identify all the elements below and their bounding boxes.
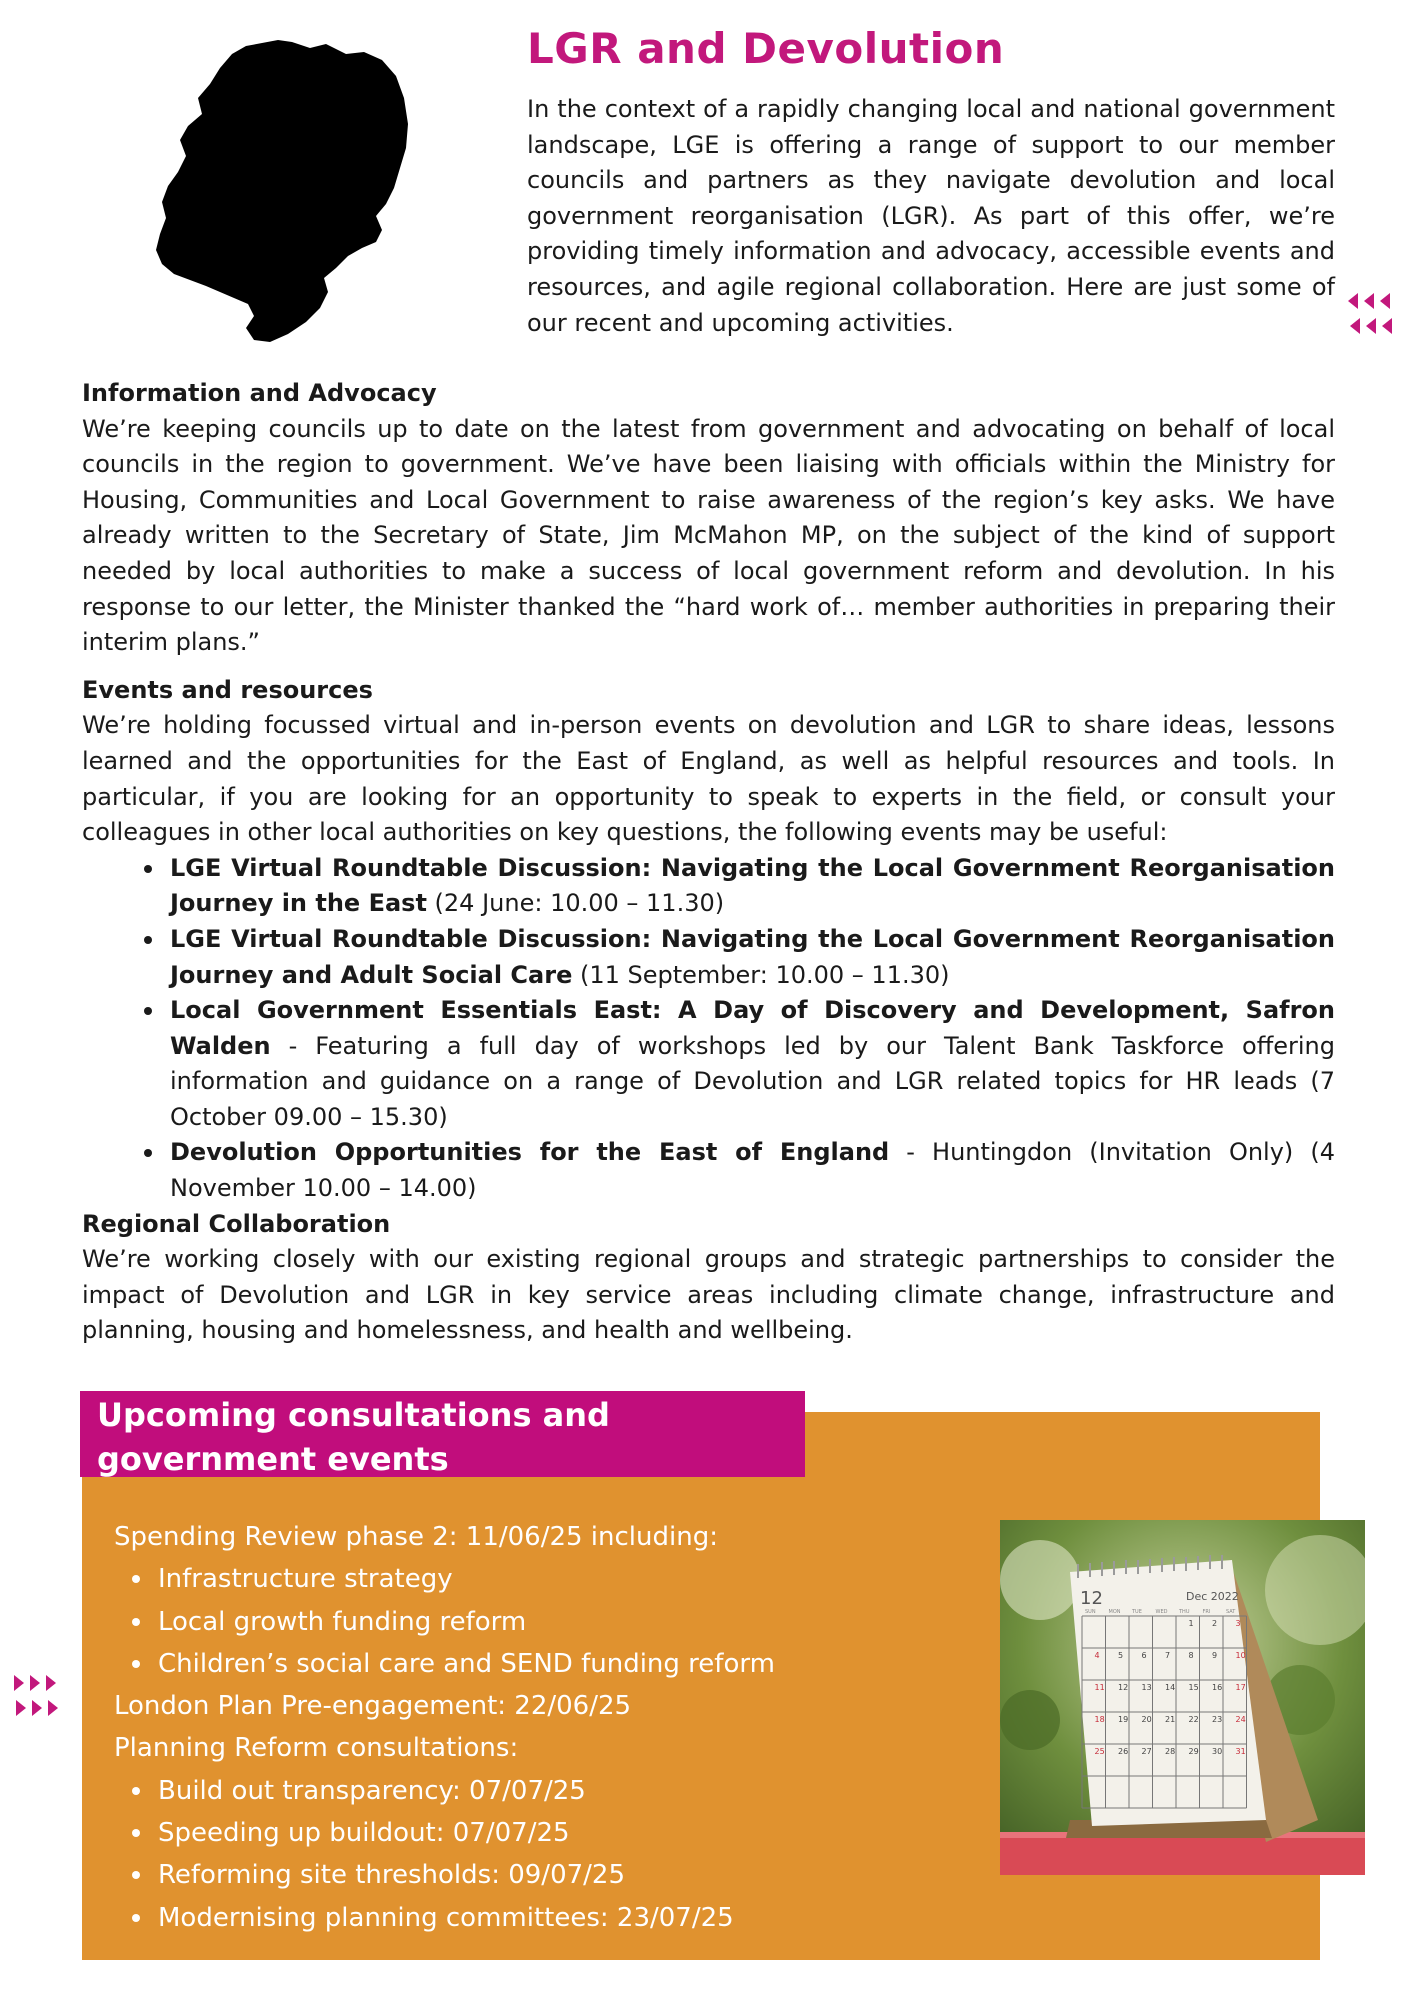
spending-review-items: [114, 1558, 874, 1685]
calendar-day: 28: [1165, 1747, 1176, 1756]
regional-body: We’re working closely with our existing regional groups and strategic partnerships to consider the impact of Devolution and LGR in key service areas including climate change, infrastructure and planning, housing and homelessness, and health and wellbeing.: [82, 1245, 1335, 1345]
london-plan-label: London Plan Pre-engagement: 22/06/25: [114, 1691, 632, 1722]
calendar-day: 4: [1094, 1651, 1100, 1660]
calendar-day: 29: [1188, 1747, 1199, 1756]
event-title: LGE Virtual Roundtable Discussion: Navigating the Local Government Reorganisation Journey in the East: [170, 853, 1335, 918]
calendar-day: 21: [1165, 1715, 1176, 1724]
calendar-day: 25: [1094, 1747, 1105, 1756]
calendar-day: 6: [1141, 1651, 1147, 1660]
list-item: Reforming site thresholds: 09/07/25: [158, 1854, 874, 1896]
calendar-day: 12: [1118, 1683, 1129, 1692]
calendar-weekday: WED: [1155, 1609, 1168, 1615]
calendar-day: 13: [1141, 1683, 1152, 1692]
calendar-day: 10: [1235, 1651, 1246, 1660]
list-item: Infrastructure strategy: [158, 1558, 874, 1600]
calendar-day: 2: [1212, 1619, 1218, 1628]
calendar-day: 22: [1188, 1715, 1199, 1724]
intro-paragraph: In the context of a rapidly changing local and national government landscape, LGE is offering a range of support to our member councils and partners as they navigate devolution and local government reorganisation (LGR). As part of this offer, we’re providing timely information and advocacy, accessible events and resources, and agile regional collaboration. Here are just some of our recent and upcoming activities.: [527, 95, 1335, 337]
calendar-day: 8: [1188, 1651, 1194, 1660]
spending-review-label: Spending Review phase 2: 11/06/25 including:: [114, 1522, 718, 1552]
calendar-day: 16: [1212, 1683, 1223, 1692]
desk-calendar-photo: [1000, 1520, 1365, 1875]
calendar-day: 26: [1118, 1747, 1129, 1756]
calendar-day: 27: [1141, 1747, 1152, 1756]
calendar-weekday: SUN: [1085, 1609, 1096, 1615]
calendar-day: 3: [1235, 1619, 1241, 1628]
list-item: Local growth funding reform: [158, 1601, 874, 1643]
calendar-day: 17: [1235, 1683, 1246, 1692]
calendar-day: 15: [1188, 1683, 1199, 1692]
event-title: Local Government Essentials East: A Day of Discovery and Development, Safron Walden: [170, 996, 1335, 1060]
triple-chevron-right-icon: [10, 1672, 66, 1722]
page-title: LGR and Devolution: [527, 24, 1005, 73]
calendar-day: 19: [1118, 1715, 1129, 1724]
list-item: Build out transparency: 07/07/25: [158, 1770, 874, 1812]
event-details: - Huntingdon (Invitation Only) (4 November 10.00 – 14.00): [170, 1138, 1335, 1203]
calendar-month-label: Dec 2022: [1186, 1590, 1239, 1603]
events-body: We’re holding focussed virtual and in-person events on devolution and LGR to share ideas, lessons learned and the opportunities for the East of England, as well as helpful resources and tools. In particular, if you are looking for an opportunity to speak to experts in the field, or consult your colleagues in other local authorities on key questions, the following events may be useful:: [82, 711, 1335, 847]
consultations-banner: [80, 1391, 805, 1477]
east-of-england-map-icon: [150, 36, 490, 376]
calendar-day: 7: [1165, 1651, 1171, 1660]
event-title: Devolution Opportunities for the East of England: [170, 1138, 890, 1167]
banner-title-line: Upcoming consultations and: [97, 1396, 610, 1434]
calendar-day: 9: [1212, 1651, 1218, 1660]
event-details: (11 September: 10.00 – 11.30): [572, 960, 950, 989]
planning-reform-items: [114, 1770, 874, 1939]
info-advocacy-body: We’re keeping councils up to date on the latest from government and advocating on behalf of local councils in the region to government. We’ve have been liaising with officials within the Ministry for Housing, Communities and Local Government to raise awareness of the region’s key asks. We have already written to the Secretary of State, Jim McMahon MP, on the subject of the kind of support needed by local authorities to make a success of local government reform and devolution. In his response to our letter, the Minister thanked the “hard work of… member authorities in preparing their interim plans.”: [82, 414, 1335, 657]
main-content: [82, 376, 1335, 1349]
event-details: (24 June: 10.00 – 11.30): [426, 889, 725, 918]
info-advocacy-heading: Information and Advocacy: [82, 379, 437, 407]
list-item: [170, 922, 1335, 993]
events-heading: Events and resources: [82, 675, 373, 704]
list-item: [170, 851, 1335, 922]
calendar-weekday: FRI: [1202, 1609, 1211, 1615]
event-details: - Featuring a full day of workshops led by our Talent Bank Taskforce offering information and guidance on a range of Devolution and LGR related topics for HR leads (7 October 09.00 – 15.30): [170, 1031, 1335, 1131]
calendar-weekday: MON: [1108, 1609, 1121, 1615]
list-item: Children’s social care and SEND funding reform: [158, 1643, 874, 1685]
events-list: [82, 851, 1335, 1207]
calendar-day: 1: [1188, 1619, 1194, 1628]
calendar-day: 14: [1165, 1683, 1176, 1692]
event-title: LGE Virtual Roundtable Discussion: Navigating the Local Government Reorganisation Journey and Adult Social Care: [170, 924, 1335, 989]
planning-reform-label: Planning Reform consultations:: [114, 1733, 519, 1764]
calendar-weekday: TUE: [1132, 1609, 1142, 1615]
calendar-day: 20: [1141, 1715, 1152, 1724]
regional-heading: Regional Collaboration: [82, 1209, 391, 1238]
calendar-weekday: THU: [1179, 1609, 1190, 1615]
list-item: [170, 993, 1335, 1135]
calendar-day: 18: [1094, 1715, 1105, 1724]
calendar-weekday: SAT: [1226, 1609, 1236, 1615]
list-item: [170, 1135, 1335, 1206]
banner-title-line: government events: [97, 1440, 449, 1478]
calendar-month-number: 12: [1080, 1588, 1103, 1609]
calendar-day: 24: [1235, 1715, 1246, 1724]
list-item: Modernising planning committees: 23/07/25: [158, 1897, 874, 1939]
calendar-day: 23: [1212, 1715, 1223, 1724]
triple-chevron-left-icon: [1346, 290, 1402, 340]
consultations-list: [114, 1516, 874, 1939]
calendar-day: 11: [1094, 1683, 1105, 1692]
list-item: Speeding up buildout: 07/07/25: [158, 1812, 874, 1854]
calendar-day: 30: [1212, 1747, 1223, 1756]
calendar-day: 31: [1235, 1747, 1246, 1756]
calendar-day: 5: [1118, 1651, 1124, 1660]
